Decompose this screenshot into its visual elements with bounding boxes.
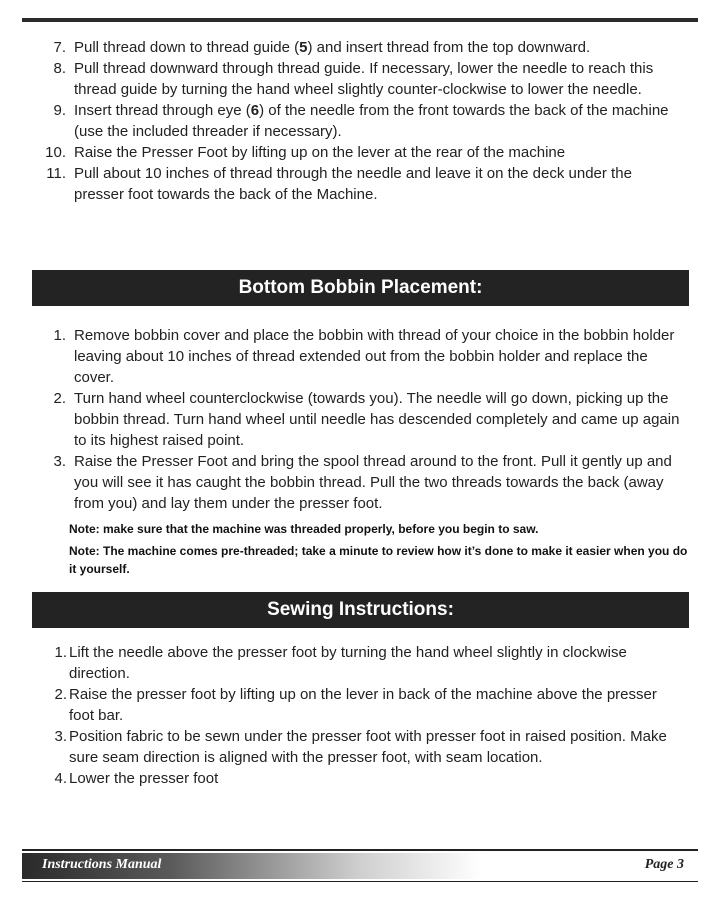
bobbin-steps-list bbox=[0, 325, 680, 514]
item-text: Pull thread downward through thread guide. If necessary, lower the needle to reach this thread guide by turning the hand wheel slightly counter-clockwise to lower the needle. bbox=[74, 60, 654, 98]
list-item bbox=[0, 388, 680, 451]
list-item bbox=[0, 642, 680, 684]
section-heading-sewing: Sewing Instructions: bbox=[32, 592, 689, 628]
section-heading-bobbin: Bottom Bobbin Placement: bbox=[32, 270, 689, 306]
item-text: Insert thread through eye ( bbox=[74, 102, 251, 119]
footer-rule-top bbox=[22, 849, 698, 851]
list-item bbox=[0, 37, 680, 58]
item-text-cont: ) of the needle from the front towards the back of the machine (use the included threader if necessary). bbox=[74, 102, 669, 140]
footer-manual-title: Instructions Manual bbox=[42, 857, 162, 872]
part-reference: 5 bbox=[299, 39, 308, 56]
notes-block bbox=[69, 520, 689, 578]
list-item bbox=[0, 163, 680, 205]
item-number: 2. bbox=[54, 686, 67, 703]
item-number: 4. bbox=[54, 770, 67, 787]
list-item bbox=[0, 451, 680, 514]
list-item bbox=[0, 58, 680, 100]
item-text: Turn hand wheel counterclockwise (towards you). The needle will go down, picking up the bobbin thread. Turn hand wheel until needle has descended completely and came up again to its highest raised point. bbox=[74, 390, 680, 449]
item-number: 1. bbox=[53, 327, 66, 344]
item-text: Position fabric to be sewn under the presser foot with presser foot in raised position. Make sure seam direction is aligned with the presser foot, with seam location. bbox=[69, 728, 667, 766]
item-number: 10. bbox=[45, 144, 66, 161]
footer-rule-bottom bbox=[22, 881, 698, 882]
item-number: 8. bbox=[53, 60, 66, 77]
item-number: 3. bbox=[54, 728, 67, 745]
item-number: 3. bbox=[53, 453, 66, 470]
item-text: Raise the Presser Foot and bring the spool thread around to the front. Pull it gently up and you will see it has caught the bobbin thread. Pull the two threads towards the back (away from you) and lay them under the presser foot. bbox=[74, 453, 672, 512]
item-text: Lower the presser foot bbox=[69, 770, 219, 787]
note-threading: Note: make sure that the machine was threaded properly, before you begin to saw. bbox=[69, 522, 539, 536]
item-text: Lift the needle above the presser foot by turning the hand wheel slightly in clockwise direction. bbox=[69, 644, 627, 682]
note-prethreaded: Note: The machine comes pre-threaded; take a minute to review how it’s done to make it easier when you do it yourself. bbox=[69, 544, 688, 576]
item-number: 11. bbox=[46, 165, 66, 182]
footer-page-number: Page 3 bbox=[644, 857, 684, 872]
list-item bbox=[0, 768, 680, 789]
threading-steps-list bbox=[0, 37, 680, 205]
item-number: 1. bbox=[54, 644, 67, 661]
list-item bbox=[0, 684, 680, 726]
list-item bbox=[0, 100, 680, 142]
list-item bbox=[0, 325, 680, 388]
list-item bbox=[0, 726, 680, 768]
item-text-cont: ) and insert thread from the top downward. bbox=[307, 39, 591, 56]
item-text: Raise the presser foot by lifting up on the lever in back of the machine above the presser foot bar. bbox=[69, 686, 657, 724]
sewing-steps-list bbox=[0, 642, 680, 789]
item-text: Pull about 10 inches of thread through the needle and leave it on the deck under the presser foot towards the back of the Machine. bbox=[74, 165, 632, 203]
list-item bbox=[0, 142, 680, 163]
item-number: 9. bbox=[53, 102, 66, 119]
part-reference: 6 bbox=[250, 102, 260, 119]
item-text: Remove bobbin cover and place the bobbin with thread of your choice in the bobbin holder leaving about 10 inches of thread extended out from the bobbin holder and replace the cover. bbox=[74, 327, 675, 386]
top-rule bbox=[22, 18, 698, 22]
item-text: Raise the Presser Foot by lifting up on the lever at the rear of the machine bbox=[74, 144, 566, 161]
item-number: 7. bbox=[53, 39, 66, 56]
item-text: Pull thread down to thread guide ( bbox=[74, 39, 300, 56]
item-number: 2. bbox=[53, 390, 66, 407]
